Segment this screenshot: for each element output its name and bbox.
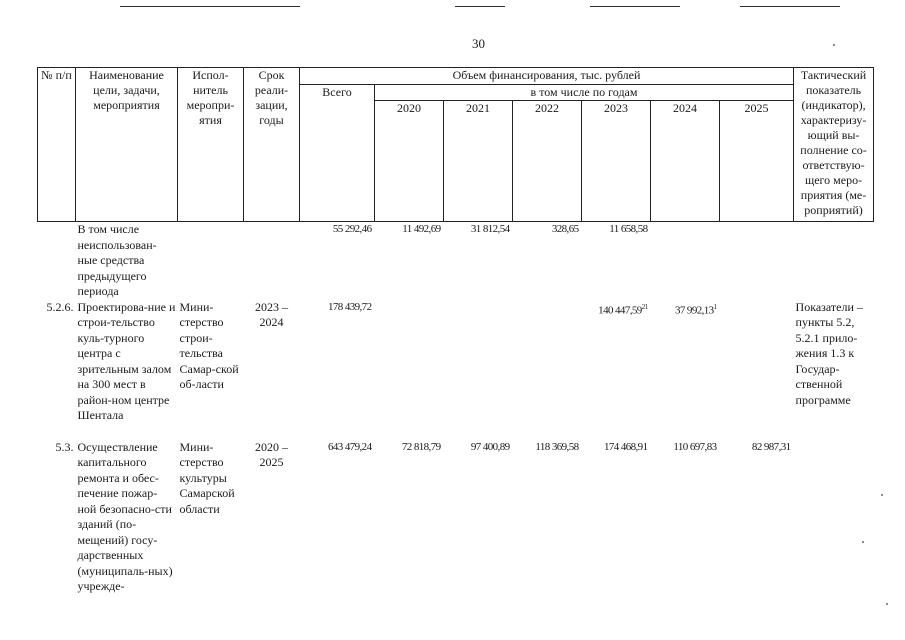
row-number: 5.2.6.: [46, 299, 74, 314]
row-2021: 31 812,54: [470, 223, 510, 235]
header-year-2023: 2023: [582, 101, 651, 222]
row-2024: 110 697,83: [673, 440, 717, 453]
page-number: 30: [472, 36, 485, 51]
table-row: [38, 222, 874, 300]
row-2021: [444, 300, 513, 440]
row-total: 55 292,46: [332, 223, 372, 235]
header-year-2025: 2025: [720, 101, 794, 222]
row-2025: [720, 300, 794, 440]
header-col-financing: Объем финансирования, тыс. рублей: [300, 68, 794, 85]
scan-artifact-line: [455, 6, 505, 7]
scan-speck: [886, 603, 888, 605]
footnote-mark: 21: [641, 302, 648, 311]
row-name: Осуществление капитального ремонта и обес-печение пожар-ной безопасно-сти зданий (по-мещений) госу-дарственных (муниципаль-ных) учрежде-: [77, 439, 173, 593]
header-year-2020: 2020: [375, 101, 444, 222]
row-2025: 82 987,31: [751, 440, 791, 453]
row-2024: [651, 300, 720, 440]
row-indicator: [794, 222, 874, 300]
row-2020: 11 492,69: [402, 223, 441, 235]
table-row: [38, 440, 874, 600]
scan-speck: [833, 44, 835, 46]
row-2021: 97 400,89: [470, 440, 510, 453]
row-2020: [375, 300, 444, 440]
row-term: 2023 – 2024: [255, 299, 288, 329]
row-2020: 72 818,79: [401, 440, 441, 453]
row-name: Проектирова-ние и строи-тельство куль-турного центра с зрительным залом на 300 мест в район-ном центре Шентала: [77, 299, 176, 422]
row-2022: [513, 300, 582, 440]
header-col-term: Срок реали-зации, годы: [244, 68, 300, 222]
row-total: 643 479,24: [327, 440, 372, 453]
header-col-total: Всего: [300, 85, 375, 222]
header-col-executor: Испол-нитель меропри-ятия: [178, 68, 244, 222]
row-number: [38, 222, 76, 300]
scan-artifact-line: [590, 6, 680, 7]
row-2024: [651, 222, 720, 300]
row-total: 178 439,72: [327, 300, 372, 313]
scan-speck: [862, 541, 864, 543]
row-name: В том числе неиспользован-ные средства предыдущего периода: [77, 222, 157, 298]
row-executor: Мини-стерство строи-тельства Самар-ской об-ласти: [179, 299, 239, 391]
financing-table: [37, 67, 874, 600]
scan-artifact-line: [120, 6, 300, 7]
header-year-2024: 2024: [651, 101, 720, 222]
row-2022: 118 369,58: [535, 440, 579, 453]
row-2022: 328,65: [551, 223, 579, 235]
row-indicator: [794, 440, 874, 600]
header-col-by-years: в том числе по годам: [375, 85, 794, 101]
footnote-mark: 1: [713, 302, 717, 311]
row-executor: [178, 222, 244, 300]
scan-speck: [881, 494, 883, 496]
row-indicator: Показатели – пункты 5.2, 5.2.1 прило-жения 1.3 к Государ-ственной программе: [795, 299, 863, 407]
row-executor: Мини-стерство культуры Самарской области: [179, 439, 235, 516]
table-row: [38, 300, 874, 440]
header-year-2022: 2022: [513, 101, 582, 222]
row-2024-value: 37 992,13: [674, 304, 714, 317]
row-2023-value: 140 447,59: [598, 304, 642, 317]
header-year-2021: 2021: [444, 101, 513, 222]
row-2023: 11 658,58: [609, 223, 648, 235]
row-number: 5.3.: [55, 439, 74, 454]
row-term: [244, 222, 300, 300]
scan-artifact-line: [740, 6, 840, 7]
header-col-indicator: Тактический показатель (индикатор), характеризу-ющий вы-полнение со-ответствую-щего меро-приятия (ме-роприятий): [794, 68, 874, 222]
row-2023: [582, 300, 651, 440]
header-col-name: Наименование цели, задачи, мероприятия: [76, 68, 178, 222]
row-2025: [720, 222, 794, 300]
row-2023: 174 468,91: [603, 440, 648, 453]
header-col-no: № п/п: [38, 68, 76, 222]
row-term: 2020 – 2025: [255, 439, 288, 469]
